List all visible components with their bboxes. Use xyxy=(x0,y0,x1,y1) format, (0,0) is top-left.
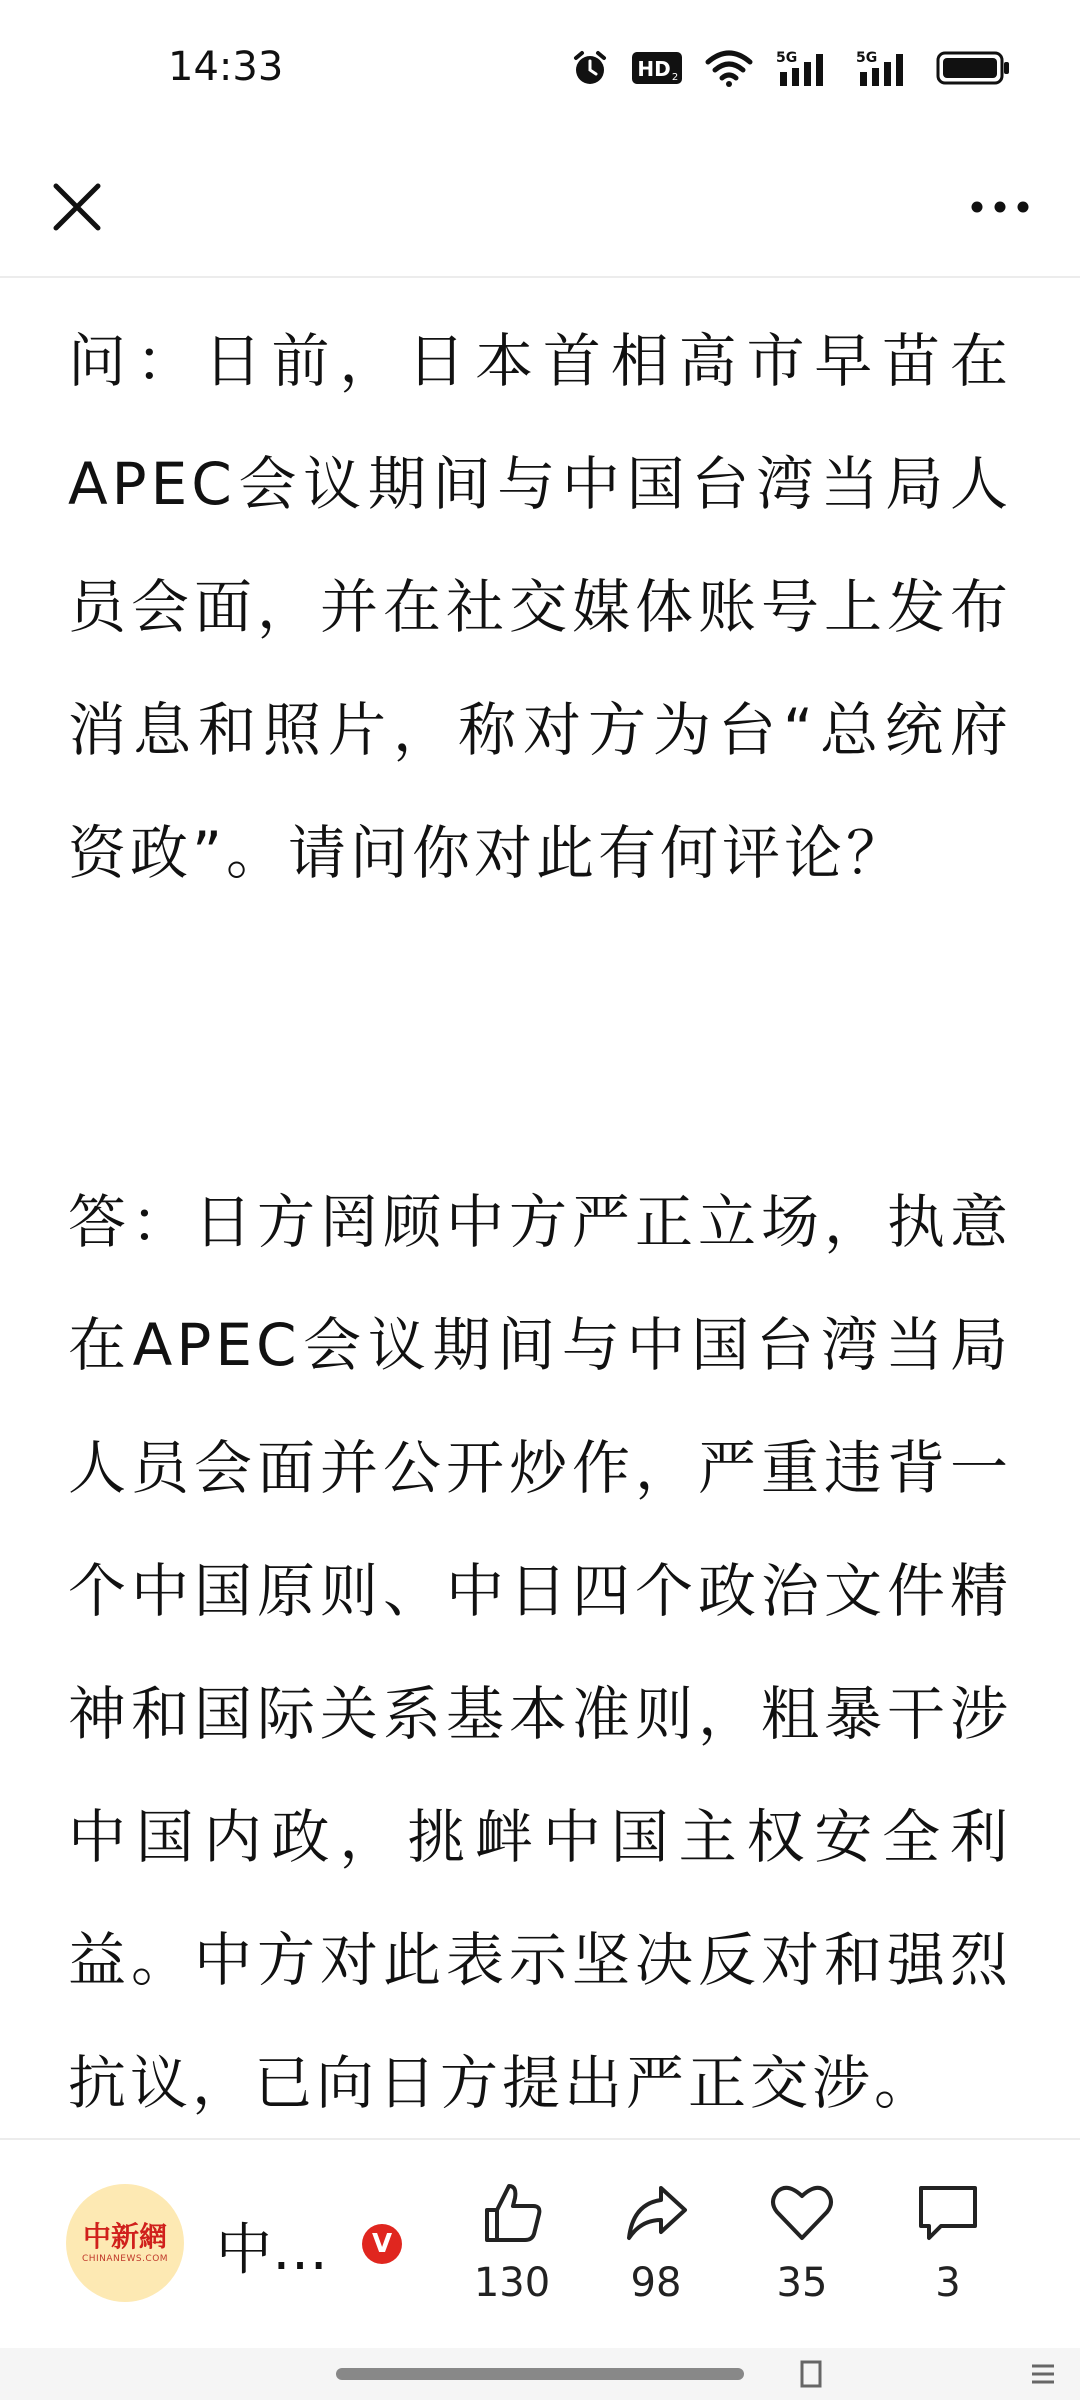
chinanews-logo: 中新網 xyxy=(82,2220,167,2253)
status-time: 14:33 xyxy=(168,44,284,90)
5g-signal-icon xyxy=(776,48,834,88)
alarm-icon xyxy=(570,48,610,88)
favorite-button[interactable] xyxy=(742,2180,862,2306)
bottom-action-bar xyxy=(0,2138,1080,2350)
article-body xyxy=(68,300,1012,2145)
share-count: 98 xyxy=(630,2260,682,2306)
comment-button[interactable] xyxy=(888,2180,1008,2306)
5g-signal-icon xyxy=(856,48,914,88)
status-icons xyxy=(570,48,1010,88)
like-button[interactable] xyxy=(452,2180,572,2306)
close-button[interactable] xyxy=(40,170,114,244)
status-bar xyxy=(0,0,1080,140)
favorite-count: 35 xyxy=(776,2260,828,2306)
comment-icon xyxy=(915,2180,981,2246)
article-answer: 答：日方罔顾中方严正立场，执意在APEC会议期间与中国台湾当局人员会面并公开炒作，严重违背一个中国原则、中日四个政治文件精神和国际关系基本准则，粗暴干涉中国内政，挑衅中国主权安全利益。中方对此表示坚决反对和强烈抗议，已向日方提出严正交涉。 xyxy=(68,1188,1012,2117)
svg-text:2: 2 xyxy=(671,72,679,83)
home-indicator[interactable] xyxy=(336,2368,744,2380)
author-name[interactable]: 中… xyxy=(216,2218,328,2283)
system-nav-bar xyxy=(0,2348,1080,2400)
top-bar xyxy=(0,140,1080,278)
battery-icon xyxy=(936,50,1010,86)
wifi-icon xyxy=(704,48,754,88)
svg-text:5G: 5G xyxy=(856,50,878,66)
avatar[interactable] xyxy=(66,2184,184,2302)
heart-icon xyxy=(769,2180,835,2246)
comment-count: 3 xyxy=(935,2260,961,2306)
chinanews-logo-sub: CHINANEWS.COM xyxy=(81,2254,169,2264)
svg-text:5G: 5G xyxy=(776,50,798,66)
hd-icon xyxy=(632,50,682,86)
nav-shape-icon xyxy=(1028,2360,1058,2392)
article-question: 问：日前，日本首相高市早苗在APEC会议期间与中国台湾当局人员会面，并在社交媒体账号上发布消息和照片，称对方为台“总统府资政”。请问你对此有何评论？ xyxy=(68,327,1012,887)
verified-badge: V xyxy=(362,2224,402,2264)
like-count: 130 xyxy=(473,2260,551,2306)
share-icon xyxy=(623,2180,689,2246)
thumbs-up-icon xyxy=(479,2180,545,2246)
svg-text:HD: HD xyxy=(637,57,671,81)
close-icon xyxy=(52,182,102,232)
share-button[interactable] xyxy=(596,2180,716,2306)
paragraph-gap xyxy=(68,915,1012,1161)
more-button[interactable] xyxy=(960,170,1040,244)
more-icon xyxy=(970,200,1030,214)
nav-shape-icon xyxy=(800,2360,830,2392)
